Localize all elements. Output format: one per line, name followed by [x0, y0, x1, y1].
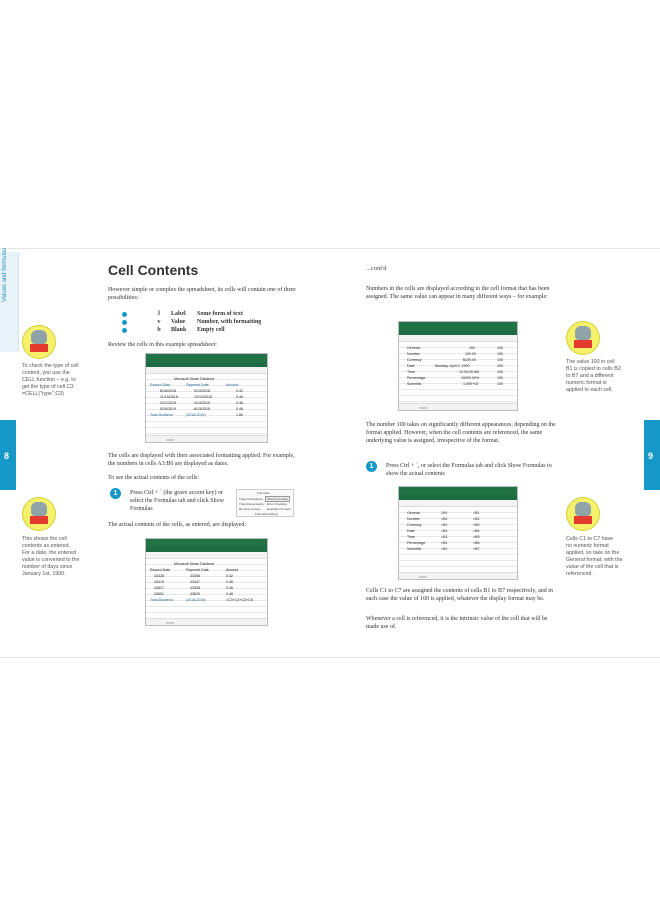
review-text: Review the cells in this example spreadsheet:: [108, 342, 217, 348]
left-intro: However simple or complex the spreadsheet, its cells will contain one of three possibilities:: [108, 287, 296, 301]
bullet-icon: [122, 328, 127, 333]
content-types-list: [122, 310, 277, 334]
page-title: Cell Contents: [108, 262, 199, 278]
to-see-text: To see the actual contents of the cells:: [108, 475, 200, 481]
excel-window-4: General 100 =B1 Number =B1 =B2 Currency =B1 =B3 Date =B1 =B4 Time =B1 =B5 Percentage =B1 =B6 Scientific =B1 =B7: [398, 486, 518, 580]
show-formulas-button[interactable]: Show Formulas: [267, 497, 288, 501]
page-tab-left: 8: [0, 420, 16, 490]
tip-text-left-2: This shows the cell contents as entered. For a date, the entered value is converted to the number of days since January 1st, 1900.: [22, 536, 80, 577]
after-sheet-text: The cells are displayed with their associated formatting applied. For example, the numbers in cells A3:B6 are displayed as dates.: [108, 453, 295, 467]
tip-icon: [22, 497, 56, 531]
right-mid-text: The number 100 takes on significantly different appearances, depending on the format applied. However, when the cell contents are referenced, the same underlying value is assigned, irrespective of the format.: [366, 422, 556, 444]
type-row: b Blank Empty cell: [122, 326, 277, 334]
elephant-icon: [31, 330, 47, 344]
elephant-icon: [575, 326, 591, 340]
chapter-side-label: Values and formulas: [0, 252, 19, 352]
right-para-3: Whenever a cell is referenced, it is the intrinsic value of the cell that will be made use of.: [366, 616, 548, 630]
right-para-2: Cells C1 to C7 are assigned the contents of cells B1 to B7 respectively, and in each case the value of 100 is applied, whatever the display format may be.: [366, 588, 553, 602]
bullet-icon: [122, 312, 127, 317]
elephant-icon: [575, 502, 591, 516]
tip-icon: [566, 497, 600, 531]
actual-text: The actual contents of the cells, as entered, are displayed:: [108, 522, 247, 528]
tip-text-right-2: Cells C1 to C7 have no numeric format applied, so take on the General format, with the value of the cell that is referenced.: [566, 536, 623, 577]
right-step-1-text: Press Ctrl + `, or select the Formulas tab and click Show Formulas to show the actual contents: [386, 463, 552, 477]
tip-icon: [566, 321, 600, 355]
book-spread: [0, 248, 660, 658]
tip-icon: [22, 325, 56, 359]
excel-window-1: Microsoft Share Dividend Record Date Payment Date Amount 8/16/2018 9/13/2018 0.42 11/15/2018 12/13/2018 0.46 2/21/2019 3/14/2019 0.46 5/16/2019 6/13/2019 0.46 Total Dividend (2018-2019) 1.80: [145, 353, 268, 443]
excel-window-3: General 100 100 Number 100.00 100 Currency $100.00 100 Date Monday, April 9, 1900 100 Time 12:00:00 AM 100 Percentage 10000.00% 100 Scientific 1.00E+02 100: [398, 321, 518, 411]
type-row: l Label Some form of text: [122, 310, 277, 318]
type-row: v Value Number, with formatting: [122, 318, 277, 326]
right-intro: Numbers in the cells are displayed according to the cell format that has been assigned. The same value can appear in many different ways – for example:: [366, 286, 550, 300]
formulas-ribbon-snippet: Formulas Trace Precedents Show Formulas Trace Dependents Error Checking Remove Arrows Evaluate Formula Formula Auditing: [236, 489, 294, 517]
step-1-badge: 1: [366, 461, 377, 472]
step-1-badge: 1: [110, 488, 121, 499]
tip-text-right-1: The value 100 in cell B1 is copied to cells B2 to B7 and a different numeric format is applied to each cell.: [566, 359, 621, 393]
tip-text-left-1: To check the type of cell content, you use the CELL function – e.g. to get the type of cell C3: =CELL("type",C3): [22, 363, 79, 397]
excel-window-2: Microsoft Share Dividend Record Date Payment Date Amount 43328 43356 0.42 43419 43447 0.46 43517 43538 0.46 43601 43629 0.46 Total Dividend (2018-2019) =C3+C4+C5+C6: [145, 538, 268, 626]
elephant-icon: [31, 502, 47, 516]
step-1-text: Press Ctrl + ` (the grave accent key) or select the Formulas tab and click Show Formulas: [130, 490, 224, 512]
bullet-icon: [122, 320, 127, 325]
page-tab-right: 9: [644, 420, 660, 490]
contd-label: ...cont'd: [366, 265, 387, 272]
